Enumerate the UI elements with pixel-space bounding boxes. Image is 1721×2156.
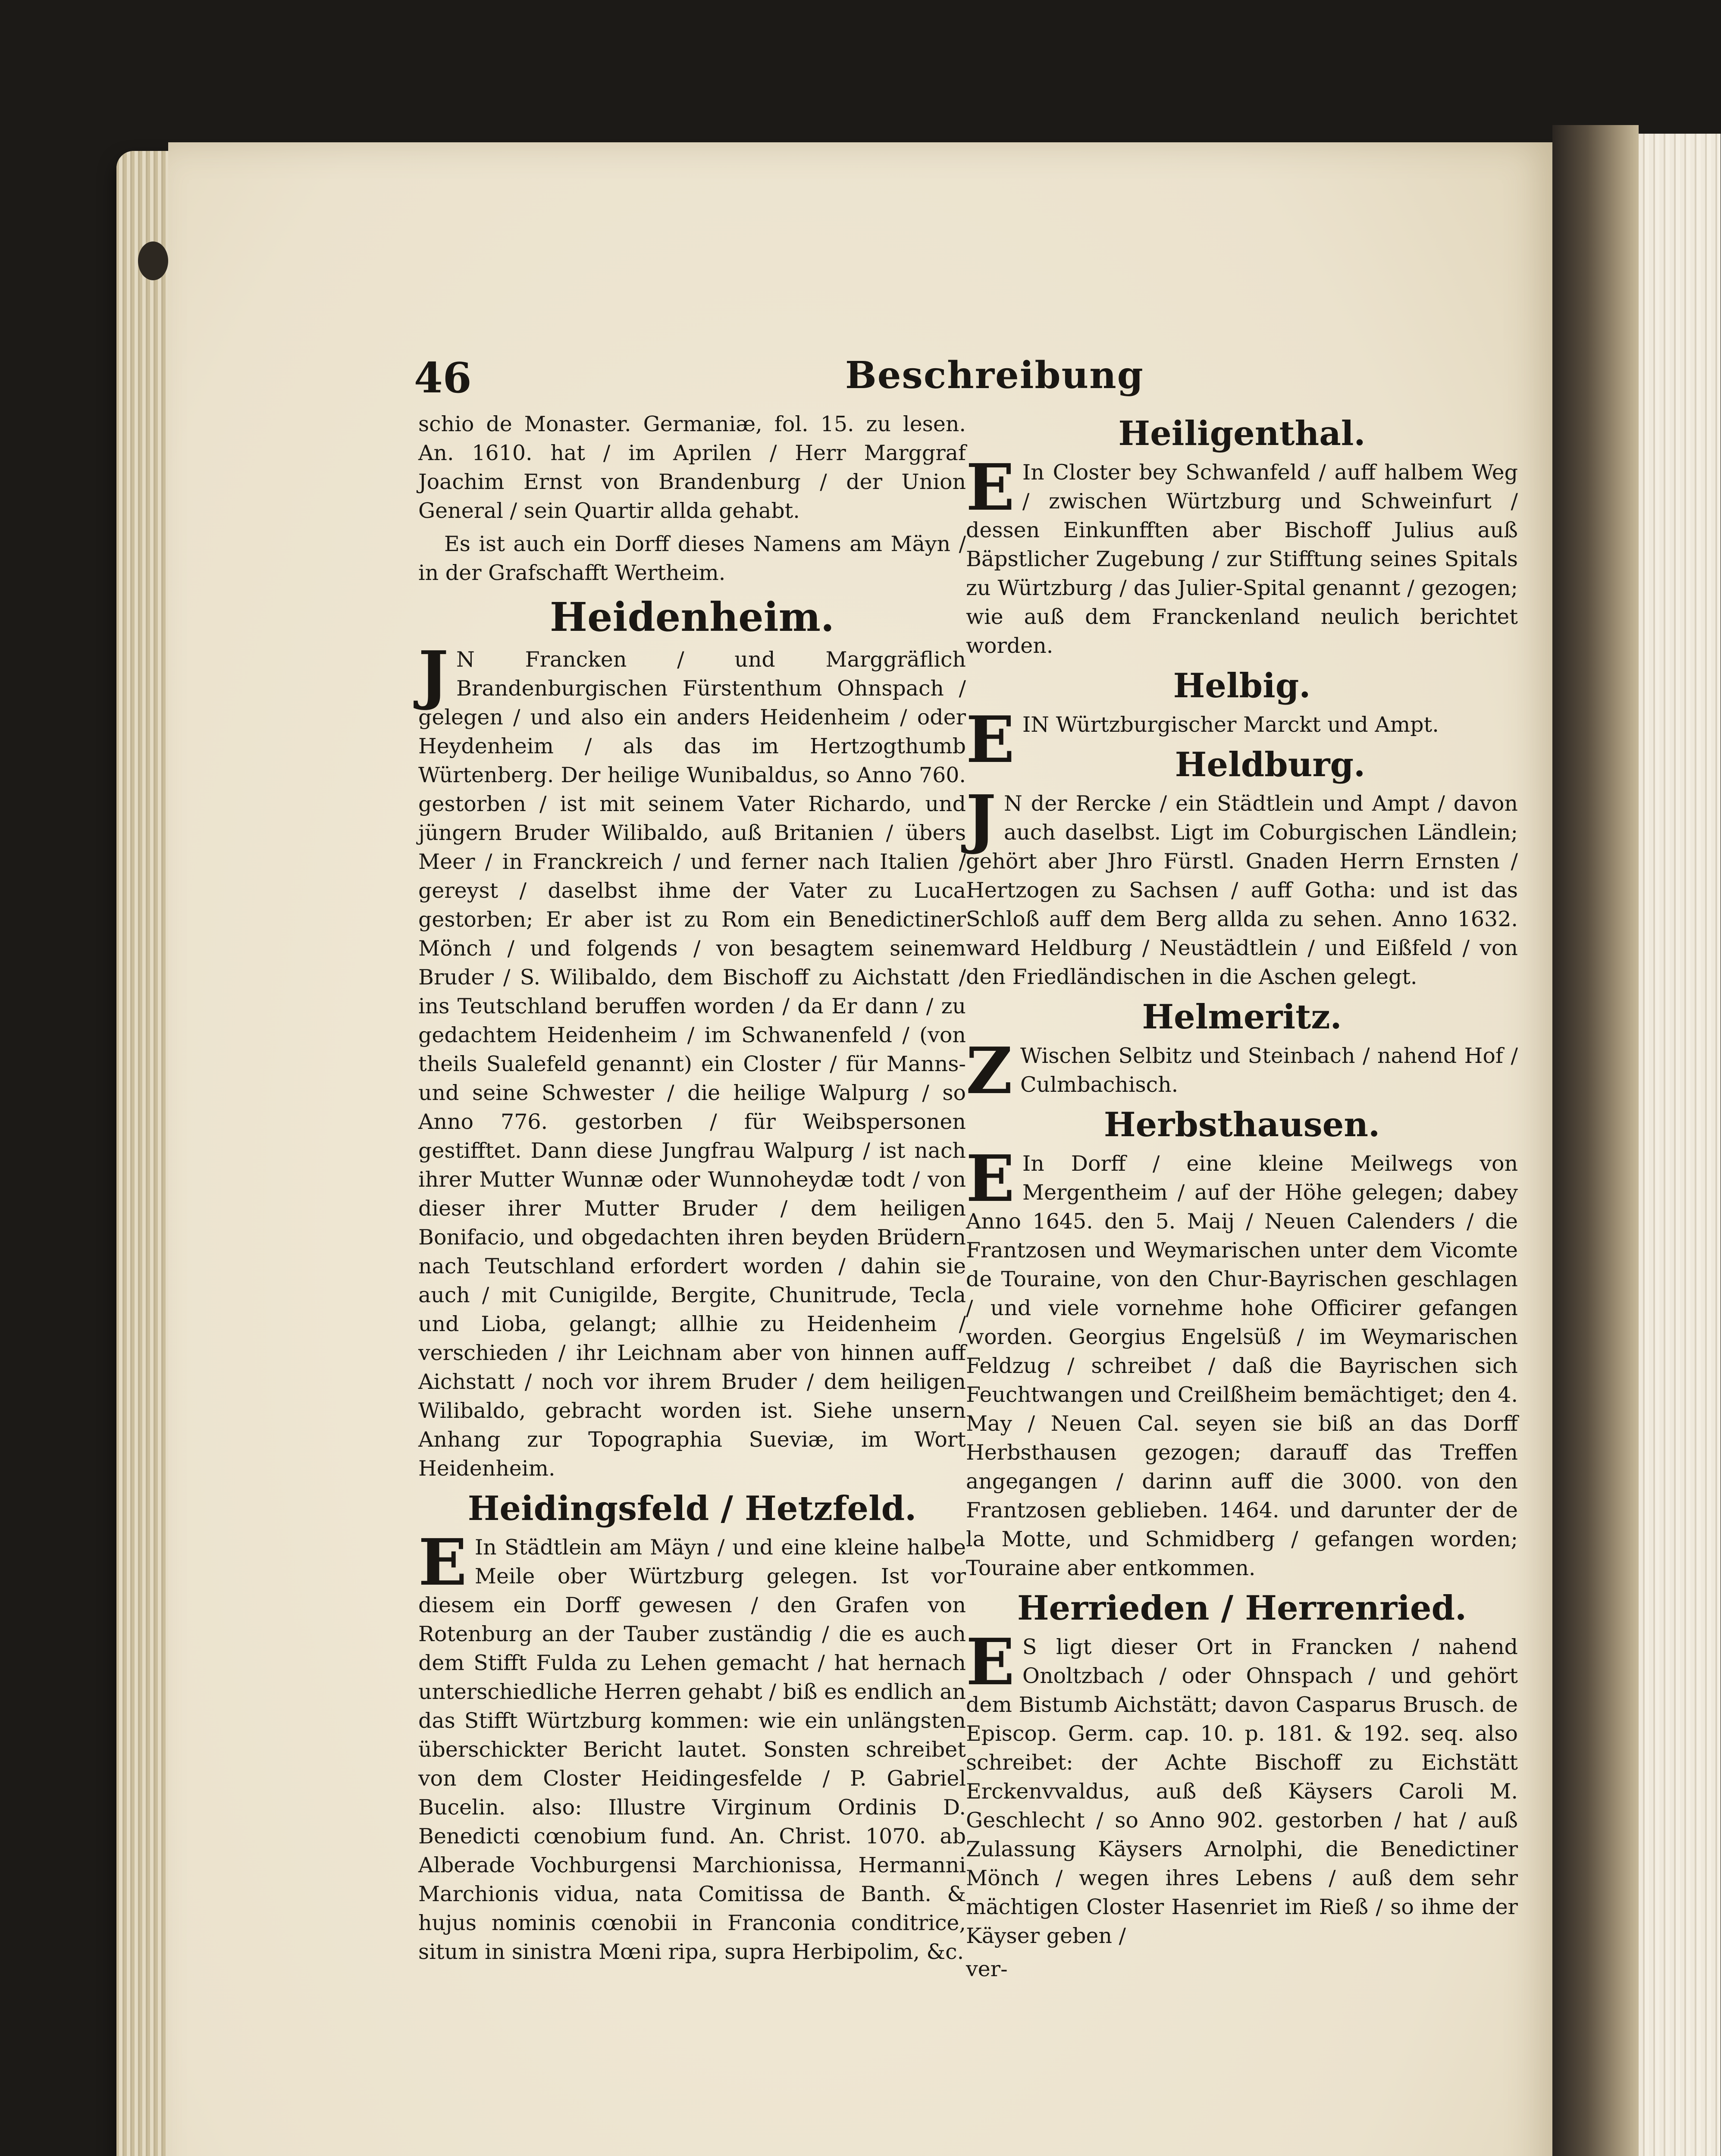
entry-heading: Helbig. [1173, 666, 1311, 705]
drop-cap: E [966, 1141, 1015, 1216]
drop-cap: Z [966, 1033, 1013, 1108]
drop-cap: E [966, 450, 1015, 525]
entry-heading: Heldburg. [1175, 745, 1366, 784]
page-number: 46 [414, 354, 472, 402]
entry-body: S ligt dieser Ort in Francken / nahend Onoltzbach / oder Ohnspach / und gehört dem Bistumb Aichstätt; davon Casparus Brusch. de Episcop. Germ. cap. 10. p. 181. & 192. seq. also schreibet: der Achte Bischoff zu Eichstätt Erckenvvaldus, auß deß Käysers Caroli M. Geschlecht / so Anno 902. gestorben / hat / auß Zulassung Käysers Arnolphi, die Benedictiner Mönch / wegen ihres Lebens / auß dem sehr mächtigen Closter Hasenriet im Rieß / so ihme der Käyser geben / [966, 1635, 1518, 1948]
entry-body: Wischen Selbitz und Steinbach / nahend Hof / Culmbachisch. [1020, 1044, 1518, 1097]
page-header [414, 354, 1144, 410]
entry-text [966, 450, 1518, 660]
page-edges [116, 151, 168, 2156]
entry-text [966, 1141, 1518, 1583]
entry-text [966, 1624, 1518, 1950]
entry-text [966, 781, 1518, 991]
entry-body: N Francken / und Marggräflich Brandenburgischen Fürstenthum Ohnspach / gelegen / und also ein anders Heidenheim / oder Heydenheim / als das im Hertzogthumb Würtenberg. Der heilige Wunibaldus, so Anno 760. gestorben / ist mit seinem Vater Richardo, und jüngern Bruder Wilibaldo, auß Britanien / übers Meer / in Franckreich / und ferner nach Italien / gereyst / daselbst ihme der Vater zu Luca gestorben; Er aber ist zu Rom ein Benedictiner Mönch / und folgends / von besagtem seinem Bruder / S. Wilibaldo, dem Bischoff zu Aichstatt / ins Teutschland beruffen worden / da Er dann / zu gedachtem Heidenheim / im Schwanenfeld / (von theils Sualefeld genannt) ein Closter / für Manns- und seine Schwester / die heilige Walpurg / so Anno 776. gestorben / für Weibspersonen gestifftet. Dann diese Jungfrau Walpurg / ist nach ihrer Mutter Wunnæ oder Wunnoheydæ todt / von dieser ihrer Mutter Bruder / dem heiligen Bonifacio, und obgedachten ihren beyden Brüdern nach Teutschland erfordert worden / dahin sie auch / mit Cunigilde, Bergite, Chunitrude, Tecla und Lioba, gelangt; allhie zu Heidenheim / verschieden / ihr Leichnam aber von hinnen auff Aichstatt / noch vor ihrem Bruder / dem heiligen Wilibaldo, gebracht worden ist. Siehe unsern Anhang zur Topographia Sueviæ, im Wort Heidenheim. [418, 647, 966, 1481]
entry [966, 412, 1518, 660]
left-column [418, 410, 966, 1971]
continuation-note: Es ist auch ein Dorff dieses Namens am Mäyn / in der Grafschafft Wertheim. [418, 532, 966, 585]
drop-cap: J [966, 781, 997, 856]
entry-text [966, 1033, 1518, 1108]
catchword: ver- [966, 1957, 1008, 1981]
entry [966, 1103, 1518, 1583]
drop-cap: E [418, 1525, 467, 1600]
drop-cap: J [418, 637, 449, 712]
entry-heading: Herbsthausen. [1103, 1105, 1380, 1144]
entry-heading: Helmeritz. [1142, 997, 1342, 1037]
entry-body: In Dorff / eine kleine Meilwegs von Mergentheim / auf der Höhe gelegen; dabey Anno 1645. den 5. Maij / Neuen Calenders / die Frantzosen und Weymarischen unter dem Vicomte de Touraine, von den Chur-Bayrischen geschlagen / und viele vornehme hohe Officirer gefangen worden. Georgius Engelsüß / im Weymarischen Feldzug / schreibet / daß die Bayrischen sich Feuchtwangen und Creilßheim bemächtiget; den 4. May / Neuen Cal. seyen sie biß an das Dorff Herbsthausen gezogen; darauff das Treffen angegangen / darinn auff die 3000. von den Frantzosen geblieben. 1464. und darunter der de la Motte, und Schmidberg / gefangen worden; Touraine aber entkommen. [966, 1151, 1518, 1580]
continuation-text: schio de Monaster. Germaniæ, fol. 15. zu lesen. An. 1610. hat / im Aprilen / Herr Marggraf Joachim Ernst von Brandenburg / der Union General / sein Quartir allda gehabt. [418, 412, 966, 523]
book-gutter [1552, 125, 1639, 2156]
drop-cap: E [966, 702, 1015, 777]
entry [966, 996, 1518, 1108]
entry-body: In Closter bey Schwanfeld / auff halbem Weg / zwischen Würtzburg und Schweinfurt / dessen Einkunfften aber Bischoff Julius auß Bäpstlicher Zugebung / zur Stifftung seines Spitals zu Würtzburg / das Julier-Spital genannt / gezogen; wie auß dem Franckenland neulich berichtet worden. [966, 460, 1518, 658]
entry-body: In Städtlein am Mäyn / und eine kleine halbe Meile ober Würtzburg gelegen. Ist vor diesem ein Dorff gewesen / den Grafen von Rotenburg an der Tauber zuständig / die es auch dem Stifft Fulda zu Lehen gemacht / hat hernach unterschiedliche Herren gehabt / biß es endlich an das Stifft Würtzburg kommen: wie ein unlängsten überschickter Bericht lautet. Sonsten schreibet von dem Closter Heidingesfelde / P. Gabriel Bucelin. also: Illustre Virginum Ordinis D. Benedicti cœnobium fund. An. Christ. 1070. ab Alberade Vochburgensi Marchionissa, Hermanni Marchionis vidua, nata Comitissa de Banth. & hujus nominis cœnobii in Franconia conditrice, situm in sinistra Mœni ripa, supra Herbipolim, &c. [418, 1535, 966, 1964]
drop-cap: E [966, 1624, 1015, 1699]
entry-body: IN Würtzburgischer Marckt und Ampt. [1022, 712, 1439, 737]
entry-heading: Herrieden / Herrenried. [1017, 1589, 1467, 1628]
entry [418, 1487, 966, 1966]
entry-text [418, 637, 966, 1483]
entry-heading: Heidenheim. [550, 594, 834, 640]
entry [418, 592, 966, 1483]
running-head: Beschreibung [845, 354, 1144, 397]
ink-stain [138, 241, 168, 280]
entry [966, 743, 1518, 991]
facing-page-edge [1639, 134, 1721, 2156]
right-column [966, 410, 1518, 1984]
entry-heading: Heidingsfeld / Hetzfeld. [467, 1489, 917, 1528]
entry-body: N der Rercke / ein Städtlein und Ampt / davon auch daselbst. Ligt im Coburgischen Ländlein; gehört aber Jhro Fürstl. Gnaden Herrn Ernsten / Hertzogen zu Sachsen / auff Gotha: und ist das Schloß auff dem Berg allda zu sehen. Anno 1632. ward Heldburg / Neustädtlein / und Eißfeld / von den Friedländischen in die Aschen gelegt. [966, 791, 1518, 989]
entry-text [418, 1525, 966, 1966]
entry [966, 1587, 1518, 1950]
entry-heading: Heiligenthal. [1118, 414, 1366, 453]
